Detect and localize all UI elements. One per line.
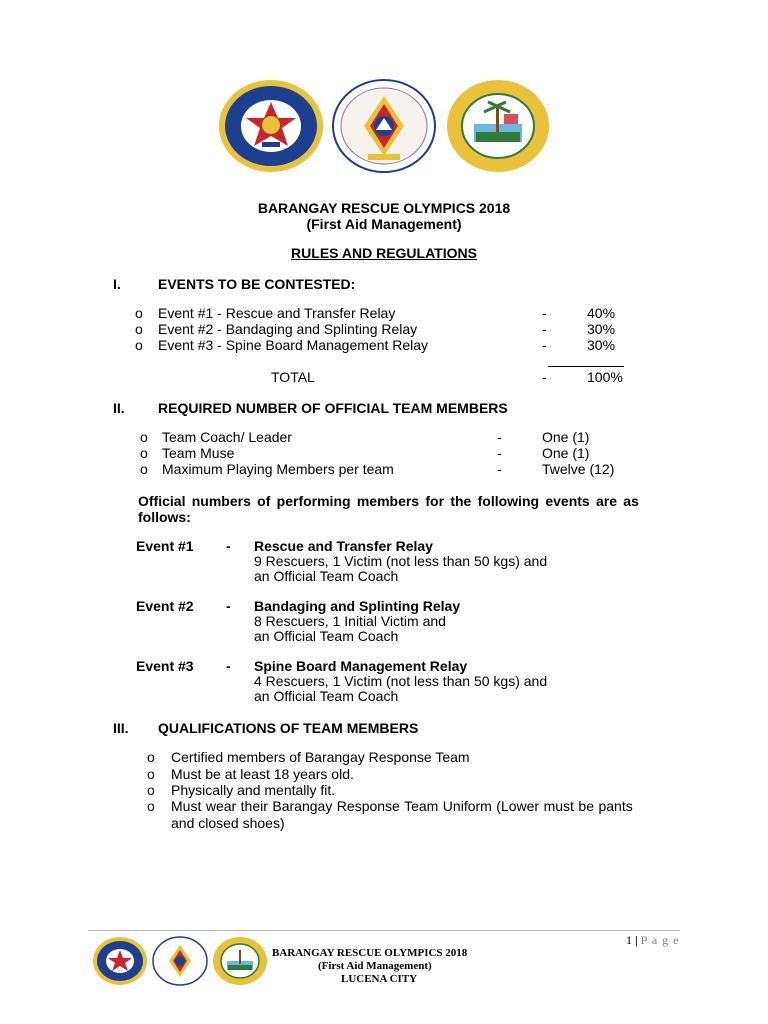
rules-heading: RULES AND REGULATIONS — [291, 245, 477, 261]
bullet: o — [147, 798, 155, 814]
bullet: o — [135, 337, 143, 353]
list-item — [147, 782, 687, 798]
list-item-dash: - — [542, 321, 547, 337]
list-item-label: Team Muse — [162, 445, 235, 461]
page-number — [626, 933, 680, 948]
section2-heading: REQUIRED NUMBER OF OFFICIAL TEAM MEMBERS — [158, 400, 508, 416]
list-item — [140, 429, 640, 445]
event-code: Event #3 — [136, 658, 194, 674]
footer-title: BARANGAY RESCUE OLYMPICS 2018 — [272, 947, 468, 959]
paragraph-line: follows: — [138, 509, 191, 525]
list-item-dash: - — [497, 461, 502, 477]
list-item-continuation: and closed shoes) — [171, 815, 285, 831]
bullet: o — [140, 461, 148, 477]
list-item — [147, 749, 687, 765]
list-item — [135, 321, 655, 337]
bullet: o — [135, 321, 143, 337]
lucena-seal-logo — [446, 78, 550, 174]
bullet: o — [147, 782, 155, 798]
list-item-label: Certified members of Barangay Response Team — [171, 749, 470, 765]
list-item — [135, 337, 655, 353]
section1-heading: EVENTS TO BE CONTESTED: — [158, 276, 356, 292]
event-dash: - — [226, 538, 231, 554]
section1-numeral: I. — [113, 276, 121, 292]
event-title: Spine Board Management Relay — [254, 658, 468, 674]
list-item-label: Team Coach/ Leader — [162, 429, 292, 445]
list-item-dash: - — [542, 337, 547, 353]
list-item — [140, 445, 640, 461]
event-detail: 9 Rescuers, 1 Victim (not less than 50 kgs) and — [254, 553, 548, 569]
event-title: Bandaging and Splinting Relay — [254, 598, 461, 614]
page-word: P a g e — [640, 933, 680, 947]
event-detail: an Official Team Coach — [254, 628, 399, 644]
performing-members-paragraph — [138, 493, 678, 525]
bfp-seal-small-logo — [92, 936, 148, 986]
event-code: Event #2 — [136, 598, 194, 614]
total-label: TOTAL — [271, 369, 315, 385]
doc-title: BARANGAY RESCUE OLYMPICS 2018 — [257, 200, 511, 216]
event-detail: an Official Team Coach — [254, 568, 399, 584]
list-item-label: Must wear their Barangay Response Team Uniform (Lower must be pants — [171, 798, 633, 814]
event-dash: - — [226, 598, 231, 614]
event-detail: 4 Rescuers, 1 Victim (not less than 50 kgs) and — [254, 673, 548, 689]
footer-rule — [88, 930, 680, 931]
total-dash: - — [542, 369, 547, 385]
section3-numeral: III. — [113, 720, 129, 736]
list-item-dash: - — [497, 445, 502, 461]
list-item-label: Maximum Playing Members per team — [162, 461, 394, 477]
list-item-value: 30% — [587, 337, 616, 353]
list-item-value: One (1) — [542, 445, 590, 461]
bullet: o — [147, 749, 155, 765]
section3-heading: QUALIFICATIONS OF TEAM MEMBERS — [158, 720, 419, 736]
list-item — [147, 766, 687, 782]
list-item — [147, 798, 687, 831]
section2-numeral: II. — [113, 400, 125, 416]
list-item-label: Physically and mentally fit. — [171, 782, 336, 798]
bullet: o — [135, 305, 143, 321]
list-item-dash: - — [497, 429, 502, 445]
list-item-value: 30% — [587, 321, 616, 337]
total-rule — [548, 366, 624, 367]
list-item-label: Event #2 - Bandaging and Splinting Relay — [158, 321, 418, 337]
header-logos — [218, 78, 554, 174]
event-detail: an Official Team Coach — [254, 688, 399, 704]
total-value: 100% — [587, 369, 623, 385]
list-item — [135, 305, 655, 321]
list-item-label: Must be at least 18 years old. — [171, 766, 354, 782]
footer-logos — [92, 936, 272, 988]
bullet: o — [140, 445, 148, 461]
list-item-dash: - — [542, 305, 547, 321]
footer-subtitle: (First Aid Management) — [318, 960, 432, 972]
event-dash: - — [226, 658, 231, 674]
cdrrmc-seal-small-logo — [152, 936, 208, 986]
event-title: Rescue and Transfer Relay — [254, 538, 433, 554]
list-item-label: Event #3 - Spine Board Management Relay — [158, 337, 429, 353]
list-item-value: 40% — [587, 305, 616, 321]
bullet: o — [140, 429, 148, 445]
list-item-value: One (1) — [542, 429, 590, 445]
event-detail: 8 Rescuers, 1 Initial Victim and — [254, 613, 446, 629]
paragraph-line: Official numbers of performing members for the following events are as — [138, 493, 639, 509]
cdrrmc-seal-logo — [332, 78, 436, 174]
bfp-seal-logo — [218, 78, 324, 174]
list-item — [140, 461, 640, 477]
page-num-value: 1 — [626, 933, 632, 947]
footer-city: LUCENA CITY — [341, 973, 418, 985]
bullet: o — [147, 766, 155, 782]
list-item-label: Event #1 - Rescue and Transfer Relay — [158, 305, 396, 321]
event-code: Event #1 — [136, 538, 194, 554]
lucena-seal-small-logo — [212, 936, 268, 986]
doc-subtitle: (First Aid Management) — [306, 216, 462, 232]
list-item-value: Twelve (12) — [542, 461, 615, 477]
page-sep: | — [635, 933, 638, 947]
